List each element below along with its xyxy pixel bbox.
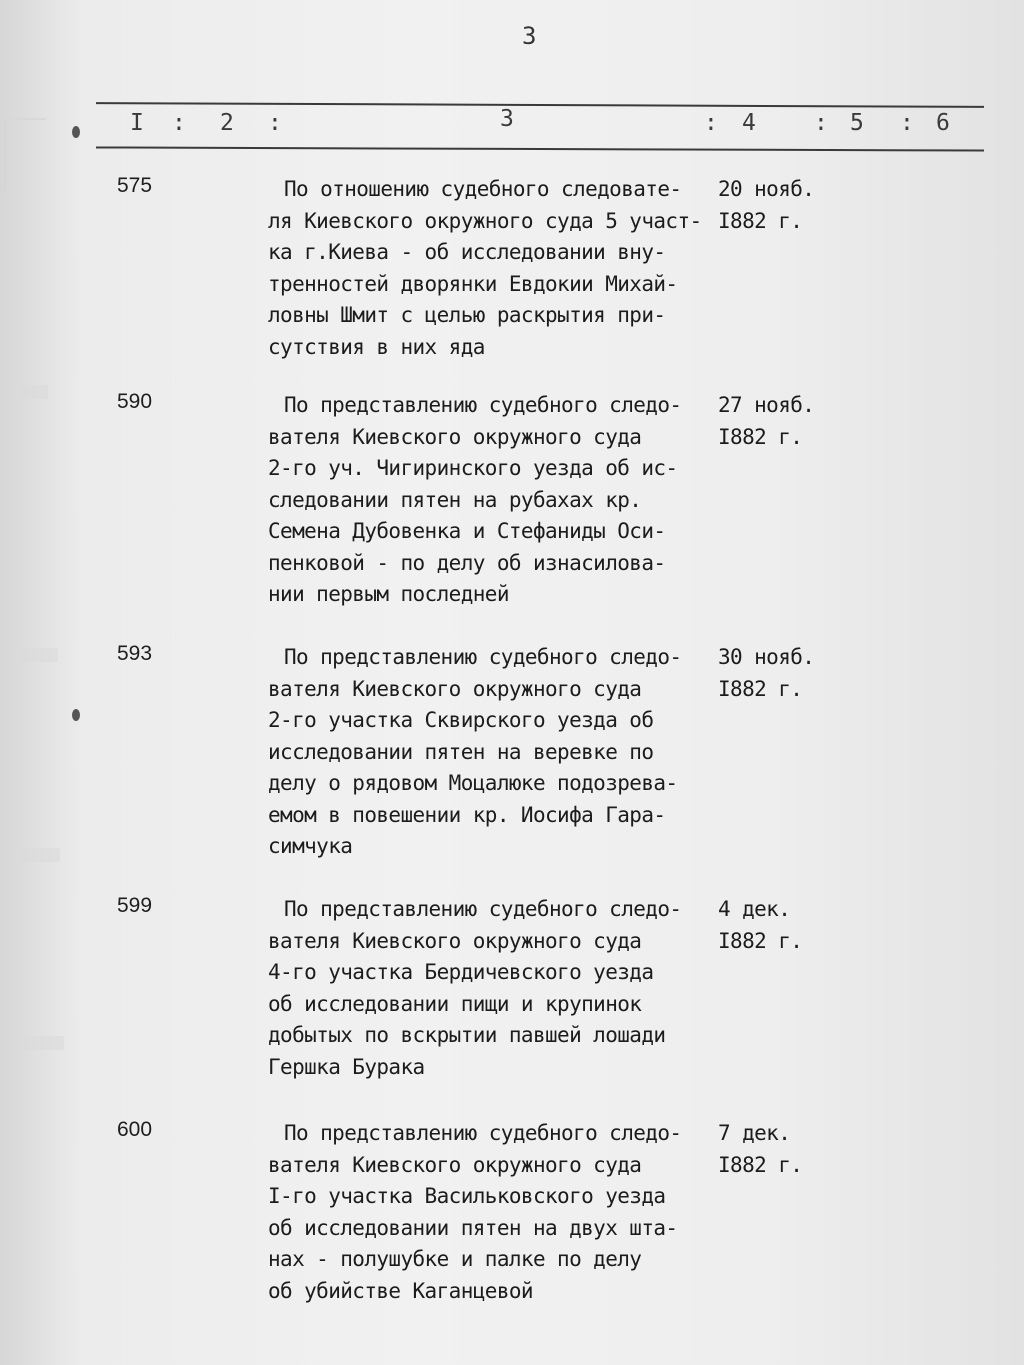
description-line: вателя Киевского окружного суда	[268, 1152, 642, 1177]
description-line: сутствия в них яда	[268, 334, 485, 359]
description-line: По представлению судебного следо-	[284, 645, 682, 669]
date-year: I882 г.	[718, 928, 803, 953]
description-line: делу о рядовом Моцалюке подозрева-	[268, 771, 678, 795]
description-line: вателя Киевского окружного суда	[268, 424, 642, 449]
entry-date	[718, 174, 814, 237]
date-day: 7 дек.	[718, 1121, 791, 1145]
column-separator: :	[172, 110, 186, 136]
date-day: 4 дек.	[718, 897, 791, 921]
bleed-through-mark	[12, 385, 48, 399]
column-separator: :	[814, 110, 828, 136]
entry-description	[268, 642, 713, 863]
description-line: 2-го уч. Чигиринского уезда об ис-	[268, 456, 678, 480]
description-line: исследовании пятен на веревке по	[268, 739, 654, 764]
entry-description	[268, 174, 713, 363]
bleed-through-mark	[4, 118, 46, 190]
page-number: 3	[522, 22, 537, 50]
date-year: I882 г.	[718, 208, 803, 233]
binder-hole-top	[72, 126, 80, 138]
description-line: ка г.Киева - об исследовании вну-	[268, 240, 666, 264]
bleed-through-mark	[18, 648, 58, 662]
entry-date	[718, 642, 814, 705]
description-line: об исследовании пищи и крупинок	[268, 991, 642, 1016]
entry-date	[718, 894, 802, 957]
entry-number: 600	[117, 1118, 153, 1141]
column-header-2: 2	[220, 110, 234, 136]
description-line: По представлению судебного следо-	[284, 897, 682, 921]
entry-number: 593	[117, 642, 153, 665]
description-line: нах - полушубке и палке по делу	[268, 1247, 642, 1271]
entry-description	[268, 894, 713, 1083]
header-rule-top	[96, 102, 984, 108]
description-line: Семена Дубовенка и Стефаниды Оси-	[268, 519, 666, 543]
description-line: симчука	[268, 834, 353, 858]
description-line: добытых по вскрытии павшей лошади	[268, 1023, 666, 1047]
column-separator: :	[268, 110, 282, 136]
column-header-3: 3	[500, 106, 514, 132]
date-day: 27 нояб.	[718, 393, 815, 417]
description-line: По отношению судебного следовате-	[284, 177, 682, 201]
column-header-5: 5	[850, 110, 864, 136]
date-year: I882 г.	[718, 676, 803, 701]
description-line: вателя Киевского окружного суда	[268, 676, 642, 701]
entry-date	[718, 390, 814, 453]
entry-number: 575	[117, 174, 153, 197]
column-separator: :	[704, 110, 718, 136]
description-line: По представлению судебного следо-	[284, 1121, 682, 1145]
description-line: ловны Шмит с целью раскрытия при-	[268, 303, 666, 327]
description-line: I-го участка Васильковского уезда	[268, 1184, 666, 1208]
description-line: 2-го участка Сквирского уезда об	[268, 708, 654, 732]
column-header-1: I	[130, 110, 144, 136]
header-rule-bottom	[96, 146, 984, 151]
description-line: ля Киевского окружного суда 5 участ-	[268, 208, 702, 233]
column-separator: :	[900, 110, 914, 136]
description-line: об исследовании пятен на двух шта-	[268, 1215, 678, 1240]
column-header-4: 4	[742, 110, 756, 136]
description-line: следовании пятен на рубахах кр.	[268, 487, 642, 512]
bleed-through-mark	[20, 848, 60, 862]
description-line: По представлению судебного следо-	[284, 393, 682, 417]
description-line: тренностей дворянки Евдокии Михай-	[268, 271, 678, 296]
entry-description	[268, 390, 713, 611]
description-line: нии первым последней	[268, 582, 509, 606]
description-line: 4-го участка Бердичевского уезда	[268, 960, 654, 984]
date-day: 20 нояб.	[718, 177, 815, 201]
entry-date	[718, 1118, 802, 1181]
date-year: I882 г.	[718, 424, 803, 449]
description-line: вателя Киевского окружного суда	[268, 928, 642, 953]
entry-description	[268, 1118, 713, 1307]
description-line: емом в повешении кр. Иосифа Гара-	[268, 802, 666, 827]
description-line: об убийстве Каганцевой	[268, 1278, 533, 1303]
date-day: 30 нояб.	[718, 645, 815, 669]
entry-number: 590	[117, 390, 153, 413]
binder-hole-bottom	[72, 709, 80, 721]
description-line: Гершка Бурака	[268, 1054, 425, 1079]
description-line: пенковой - по делу об изнасилова-	[268, 550, 666, 575]
column-header-6: 6	[936, 110, 950, 136]
date-year: I882 г.	[718, 1152, 803, 1177]
bleed-through-mark	[24, 1036, 64, 1050]
entry-number: 599	[117, 894, 153, 917]
